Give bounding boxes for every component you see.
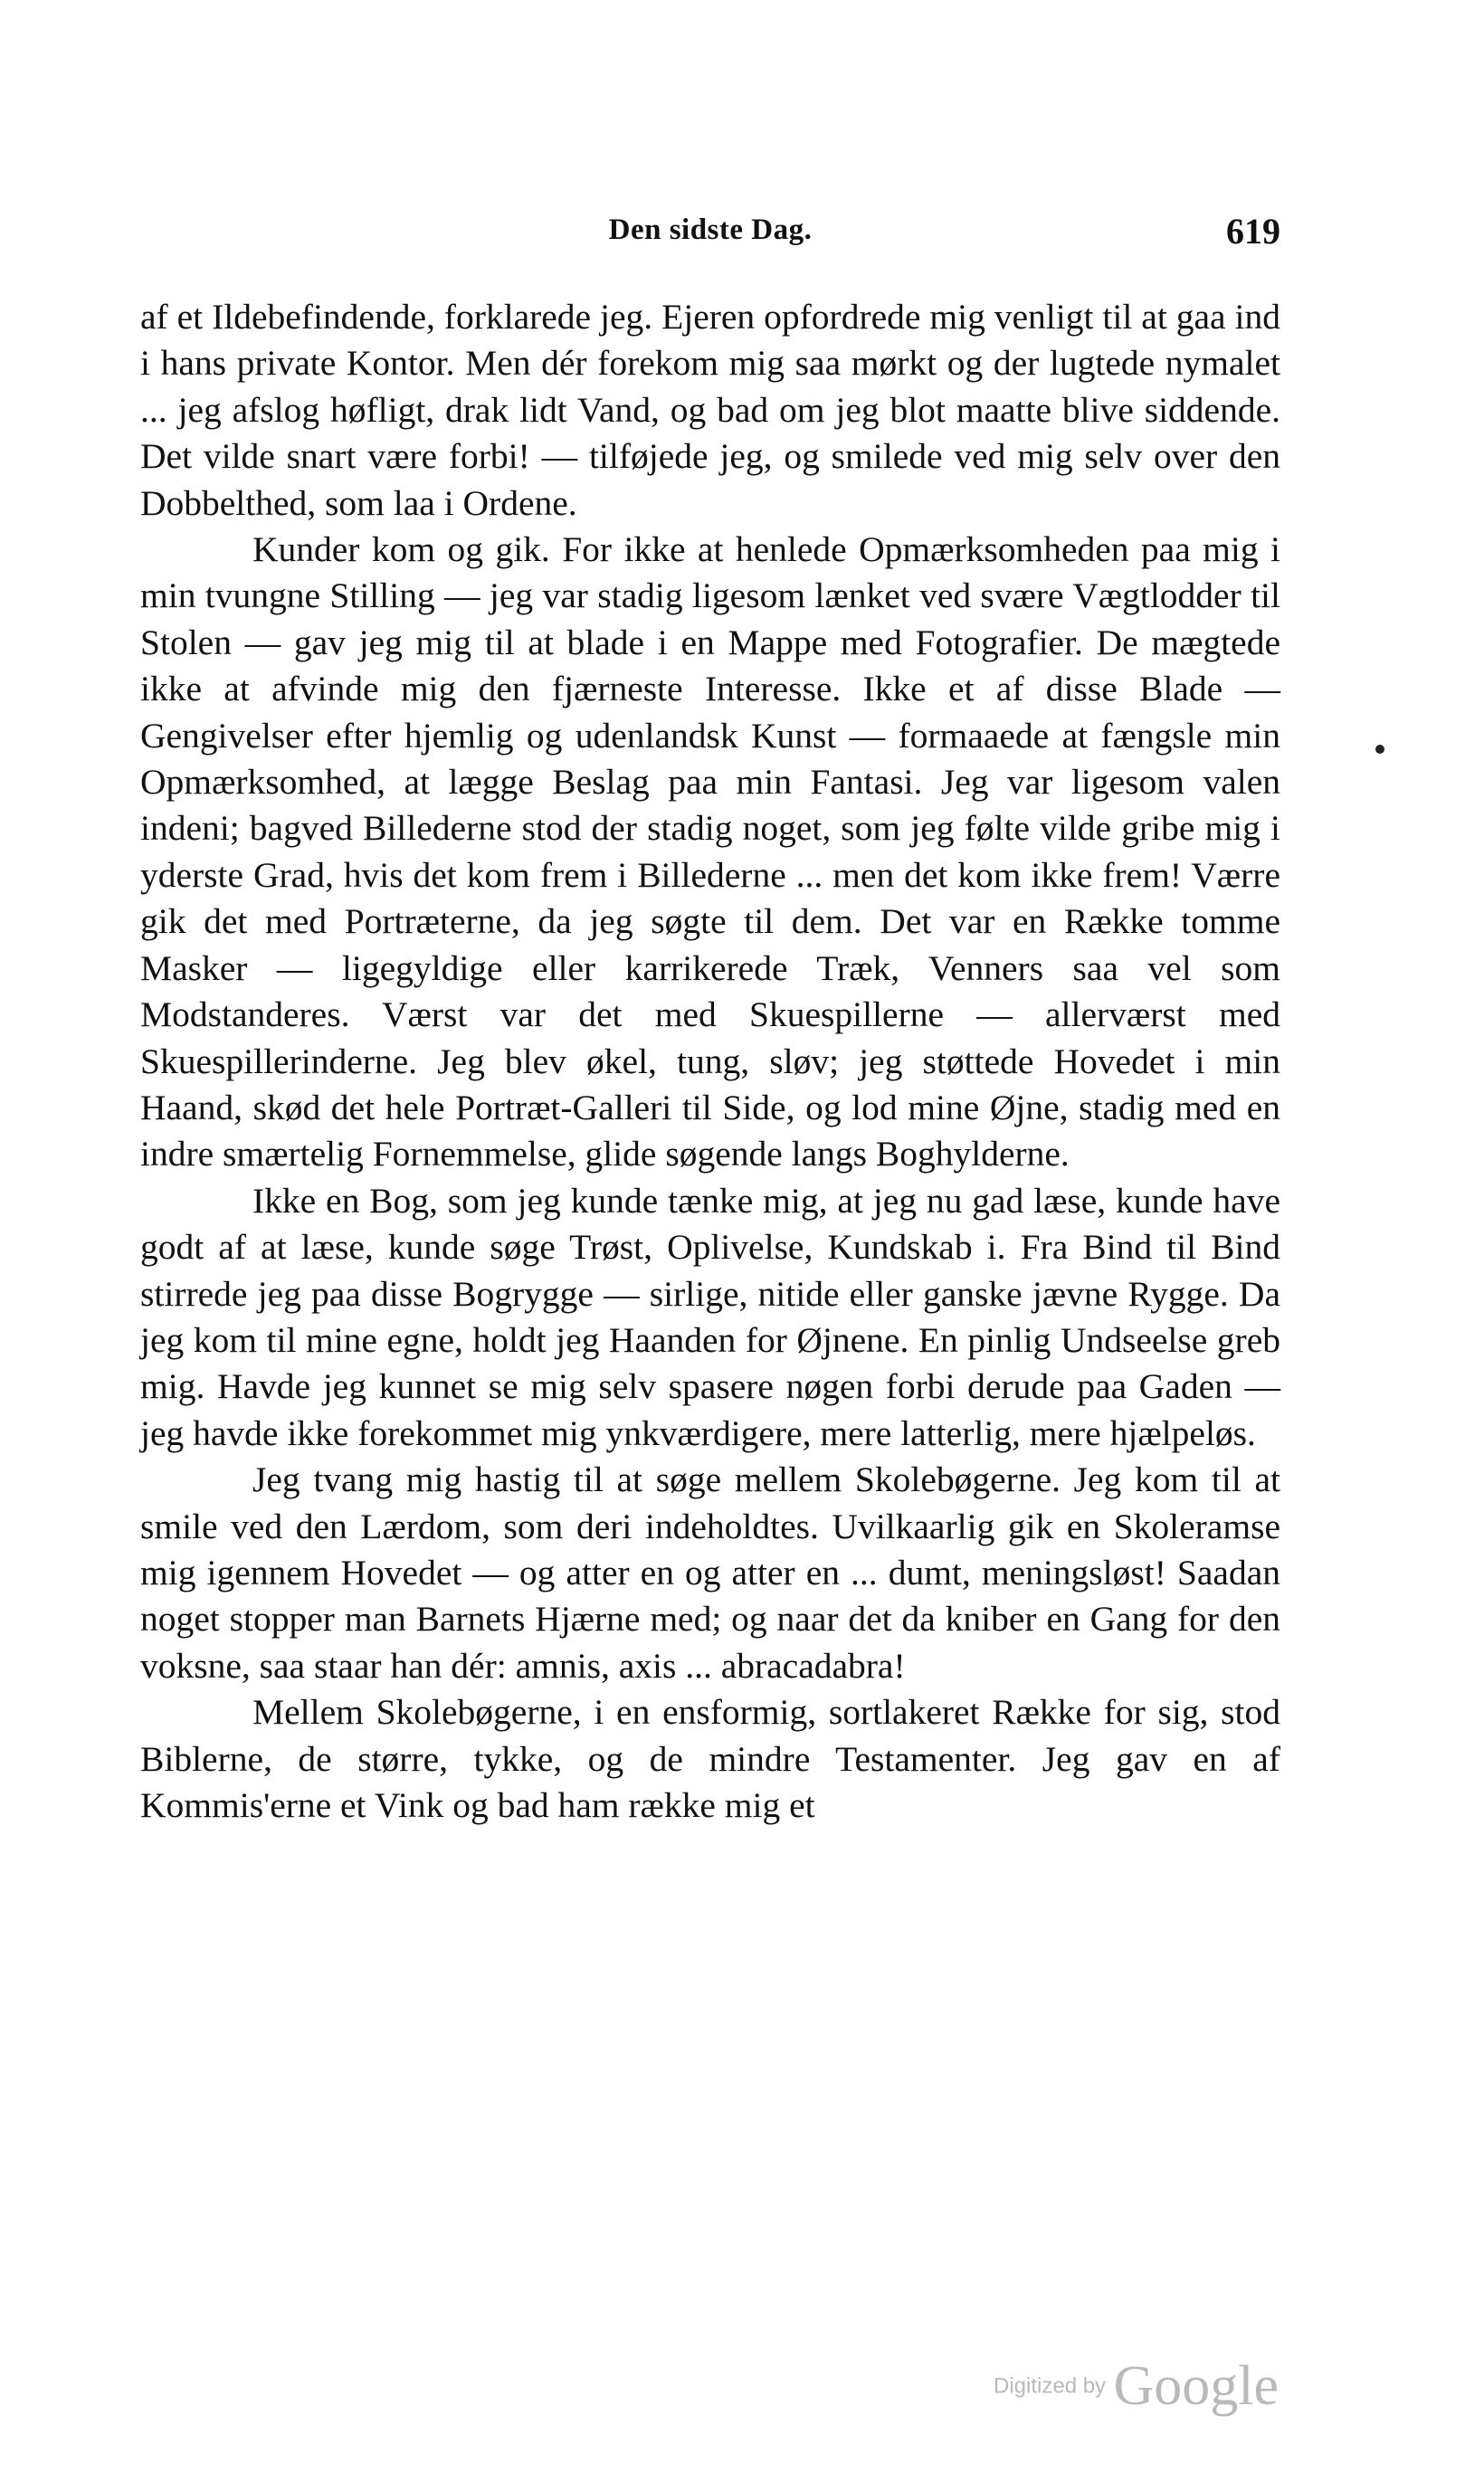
page-number: 619 — [1226, 211, 1280, 252]
paragraph-4: Jeg tvang mig hastig til at søge mellem Skolebøgerne. Jeg kom til at smile ved den Lærdom, som deri indeholdtes. Uvilkaarlig gik en Skoleramse mig igennem Hovedet — og atter en og atter en ... dumt, meningsløst! Saadan noget stopper man Barnets Hjærne med; og naar det da kniber en Gang for den voksne, saa staar han dér: amnis, axis ... abracadabra! — [140, 1459, 1280, 1686]
paragraph-1: af et Ildebefindende, forklarede jeg. Ejeren opfordrede mig venligt til at gaa ind i hans private Kontor. Men dér forekom mig saa mørkt og der lugtede nymalet ... jeg afslog høfligt, drak lidt Vand, og bad om jeg blot maatte blive siddende. Det vilde snart være forbi! — tilføjede jeg, og smilede ved mig selv over den Dobbelthed, som laa i Ordene. — [140, 297, 1280, 523]
page-header — [140, 210, 1280, 264]
paragraph-3: Ikke en Bog, som jeg kunde tænke mig, at jeg nu gad læse, kunde have godt af at læse, kunde søge Trøst, Oplivelse, Kundskab i. Fra Bind til Bind stirrede jeg paa disse Bogrygge — sirlige, nitide eller ganske jævne Rygge. Da jeg kom til mine egne, holdt jeg Haanden for Øjnene. En pinlig Undseelse greb mig. Havde jeg kunnet se mig selv spasere nøgen forbi derude paa Gaden — jeg havde ikke forekommet mig ynkværdigere, mere latterlig, mere hjælpeløs. — [140, 1180, 1280, 1453]
paragraph-5: Mellem Skolebøgerne, i en ensformig, sortlakeret Række for sig, stod Biblerne, de større, tykke, og de mindre Testamenter. Jeg gav en af Kommis'erne et Vink og bad ham række mig et — [140, 1692, 1280, 1825]
google-logo: Google — [1113, 2355, 1279, 2417]
running-title: Den sidste Dag. — [608, 214, 813, 246]
body-text — [140, 294, 1280, 1829]
watermark-prefix: Digitized by — [994, 2373, 1107, 2399]
ink-speck — [1375, 745, 1384, 754]
digitized-watermark — [994, 2354, 1279, 2419]
paragraph-2: Kunder kom og gik. For ikke at henlede Opmærksomheden paa mig i min tvungne Stilling — jeg var stadig ligesom lænket ved svære Vægtlodder til Stolen — gav jeg mig til at blade i en Mappe med Fotografier. De mægtede ikke at afvinde mig den fjærneste Interesse. Ikke et af disse Blade — Gengivelser efter hjemlig og udenlandsk Kunst — formaaede at fængsle min Opmærksomhed, at lægge Beslag paa min Fantasi. Jeg var ligesom valen indeni; bagved Billederne stod der stadig noget, som jeg følte vilde gribe mig i yderste Grad, hvis det kom frem i Billederne ... men det kom ikke frem! Værre gik det med Portræterne, da jeg søgte til dem. Det var en Række tomme Masker — ligegyldige eller karrikerede Træk, Venners saa vel som Modstanderes. Værst var det med Skuespillerne — allerværst med Skuespillerinderne. Jeg blev økel, tung, sløv; jeg støttede Hovedet i min Haand, skød det hele Portræt-Galleri til Side, og lod mine Øjne, stadig med en indre smærtelig Fornemmelse, glide søgende langs Boghylderne. — [140, 529, 1280, 1174]
